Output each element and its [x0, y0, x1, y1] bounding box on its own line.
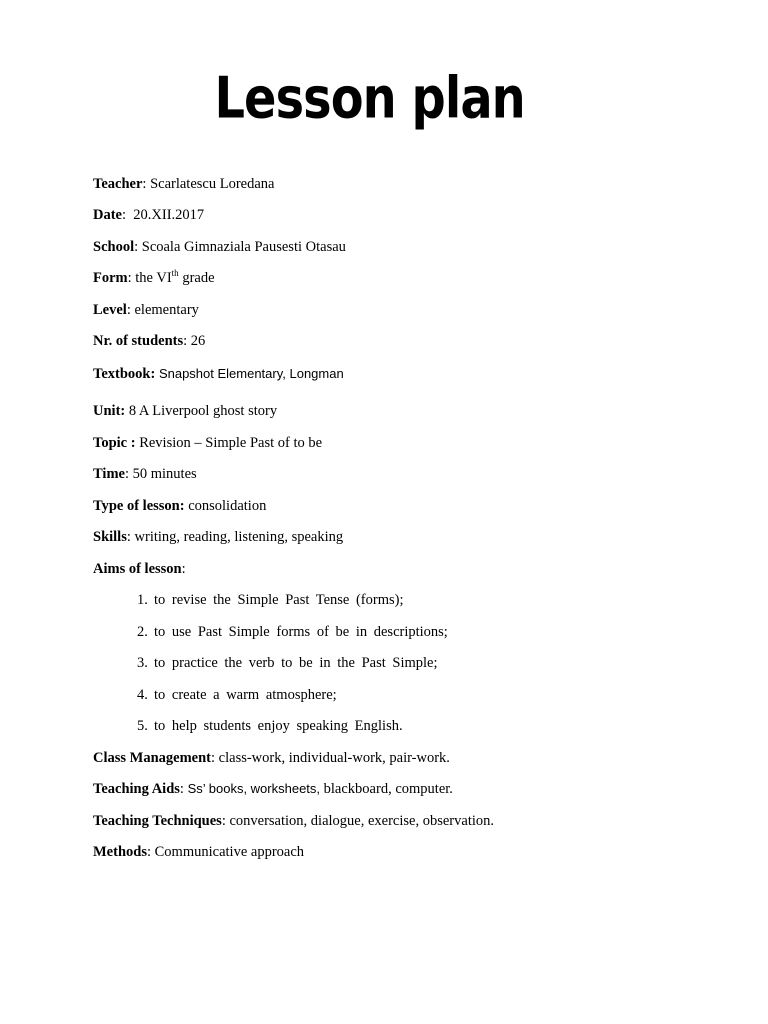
- aim-text: to practice the verb to be in the Past Simple;: [154, 655, 438, 671]
- aims-line: Aims of lesson:: [93, 561, 186, 577]
- teacher-label: Teacher: [93, 176, 143, 192]
- teaching-aids-line: Teaching Aids: Ss’ books, worksheets, blackboard, computer.: [93, 781, 453, 797]
- class-management-line: Class Management: class-work, individual-work, pair-work.: [93, 750, 450, 766]
- aim-number: 2.: [137, 624, 148, 640]
- page-title: Lesson plan: [214, 66, 526, 132]
- students-line: Nr. of students: 26: [93, 333, 206, 349]
- class-management-value: class-work, individual-work, pair-work.: [218, 750, 450, 766]
- teaching-aids-label: Teaching Aids: [93, 781, 180, 797]
- unit-line: [93, 402, 277, 420]
- lesson-type-label: Type of lesson:: [93, 498, 185, 514]
- topic-label: Topic :: [93, 435, 136, 451]
- aim-item: [137, 717, 403, 735]
- form-line: Form: the VIth grade: [93, 268, 215, 286]
- teaching-aids-value-rest: blackboard, computer.: [320, 781, 453, 797]
- time-value: 50 minutes: [132, 466, 197, 482]
- lesson-type-value: consolidation: [188, 498, 267, 514]
- aim-item: [137, 654, 438, 672]
- skills-line: Skills: writing, reading, listening, speaking: [93, 529, 344, 545]
- form-superscript: th: [171, 268, 179, 278]
- students-label: Nr. of students: [93, 333, 184, 349]
- aim-number: 1.: [137, 592, 148, 608]
- level-line: Level: elementary: [93, 302, 199, 318]
- time-label: Time: [93, 466, 125, 482]
- topic-value: Revision – Simple Past of to be: [139, 435, 323, 451]
- aims-label: Aims of lesson: [93, 561, 182, 577]
- level-label: Level: [93, 302, 127, 318]
- aim-number: 4.: [137, 687, 148, 703]
- teacher-value: Scarlatescu Loredana: [150, 176, 275, 192]
- form-label: Form: [93, 270, 128, 286]
- textbook-line: [93, 365, 344, 383]
- skills-value: writing, reading, listening, speaking: [134, 529, 344, 545]
- lesson-type-line: [93, 497, 266, 515]
- teaching-aids-value-first: Ss’ books, worksheets,: [187, 781, 321, 796]
- date-line: Date: 20.XII.2017: [93, 207, 205, 223]
- textbook-label: Textbook:: [93, 366, 156, 382]
- level-value: elementary: [134, 302, 199, 318]
- date-label: Date: [93, 207, 122, 223]
- school-value: Scoala Gimnaziala Pausesti Otasau: [141, 239, 346, 255]
- aim-text: to create a warm atmosphere;: [154, 687, 337, 703]
- aim-text: to revise the Simple Past Tense (forms);: [154, 592, 404, 608]
- class-management-label: Class Management: [93, 750, 212, 766]
- aim-number: 3.: [137, 655, 148, 671]
- techniques-line: Teaching Techniques: conversation, dialogue, exercise, observation.: [93, 813, 495, 829]
- skills-label: Skills: [93, 529, 127, 545]
- aim-item: [137, 686, 337, 704]
- aim-text: to use Past Simple forms of be in descriptions;: [154, 624, 448, 640]
- unit-label: Unit:: [93, 403, 126, 419]
- form-suffix: grade: [178, 270, 215, 286]
- unit-value: 8 A Liverpool ghost story: [128, 403, 278, 419]
- topic-line: [93, 434, 322, 452]
- methods-label: Methods: [93, 844, 147, 860]
- title-container: [214, 62, 526, 136]
- aim-text: to help students enjoy speaking English.: [154, 718, 403, 734]
- aim-item: [137, 591, 403, 609]
- school-label: School: [93, 239, 135, 255]
- form-prefix: the VI: [135, 270, 172, 286]
- techniques-label: Teaching Techniques: [93, 813, 222, 829]
- students-value: 26: [190, 333, 206, 349]
- textbook-value: Snapshot Elementary, Longman: [158, 366, 344, 381]
- methods-value: Communicative approach: [154, 844, 305, 860]
- aim-item: [137, 623, 448, 641]
- time-line: Time: 50 minutes: [93, 466, 197, 482]
- date-value: 20.XII.2017: [133, 207, 205, 223]
- techniques-value: conversation, dialogue, exercise, observation.: [229, 813, 495, 829]
- methods-line: Methods: Communicative approach: [93, 844, 305, 860]
- aim-number: 5.: [137, 718, 148, 734]
- school-line: School: Scoala Gimnaziala Pausesti Otasau: [93, 239, 346, 255]
- teacher-line: Teacher: Scarlatescu Loredana: [93, 176, 275, 192]
